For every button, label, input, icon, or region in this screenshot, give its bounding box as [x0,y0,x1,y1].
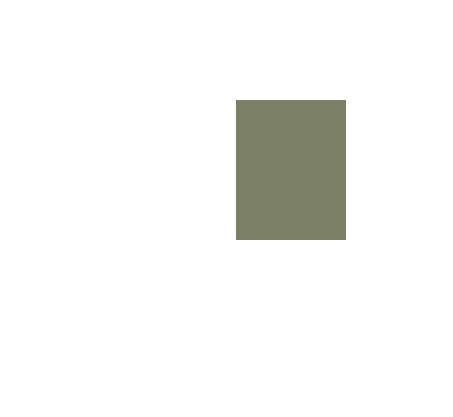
portrait-photo [236,100,346,240]
